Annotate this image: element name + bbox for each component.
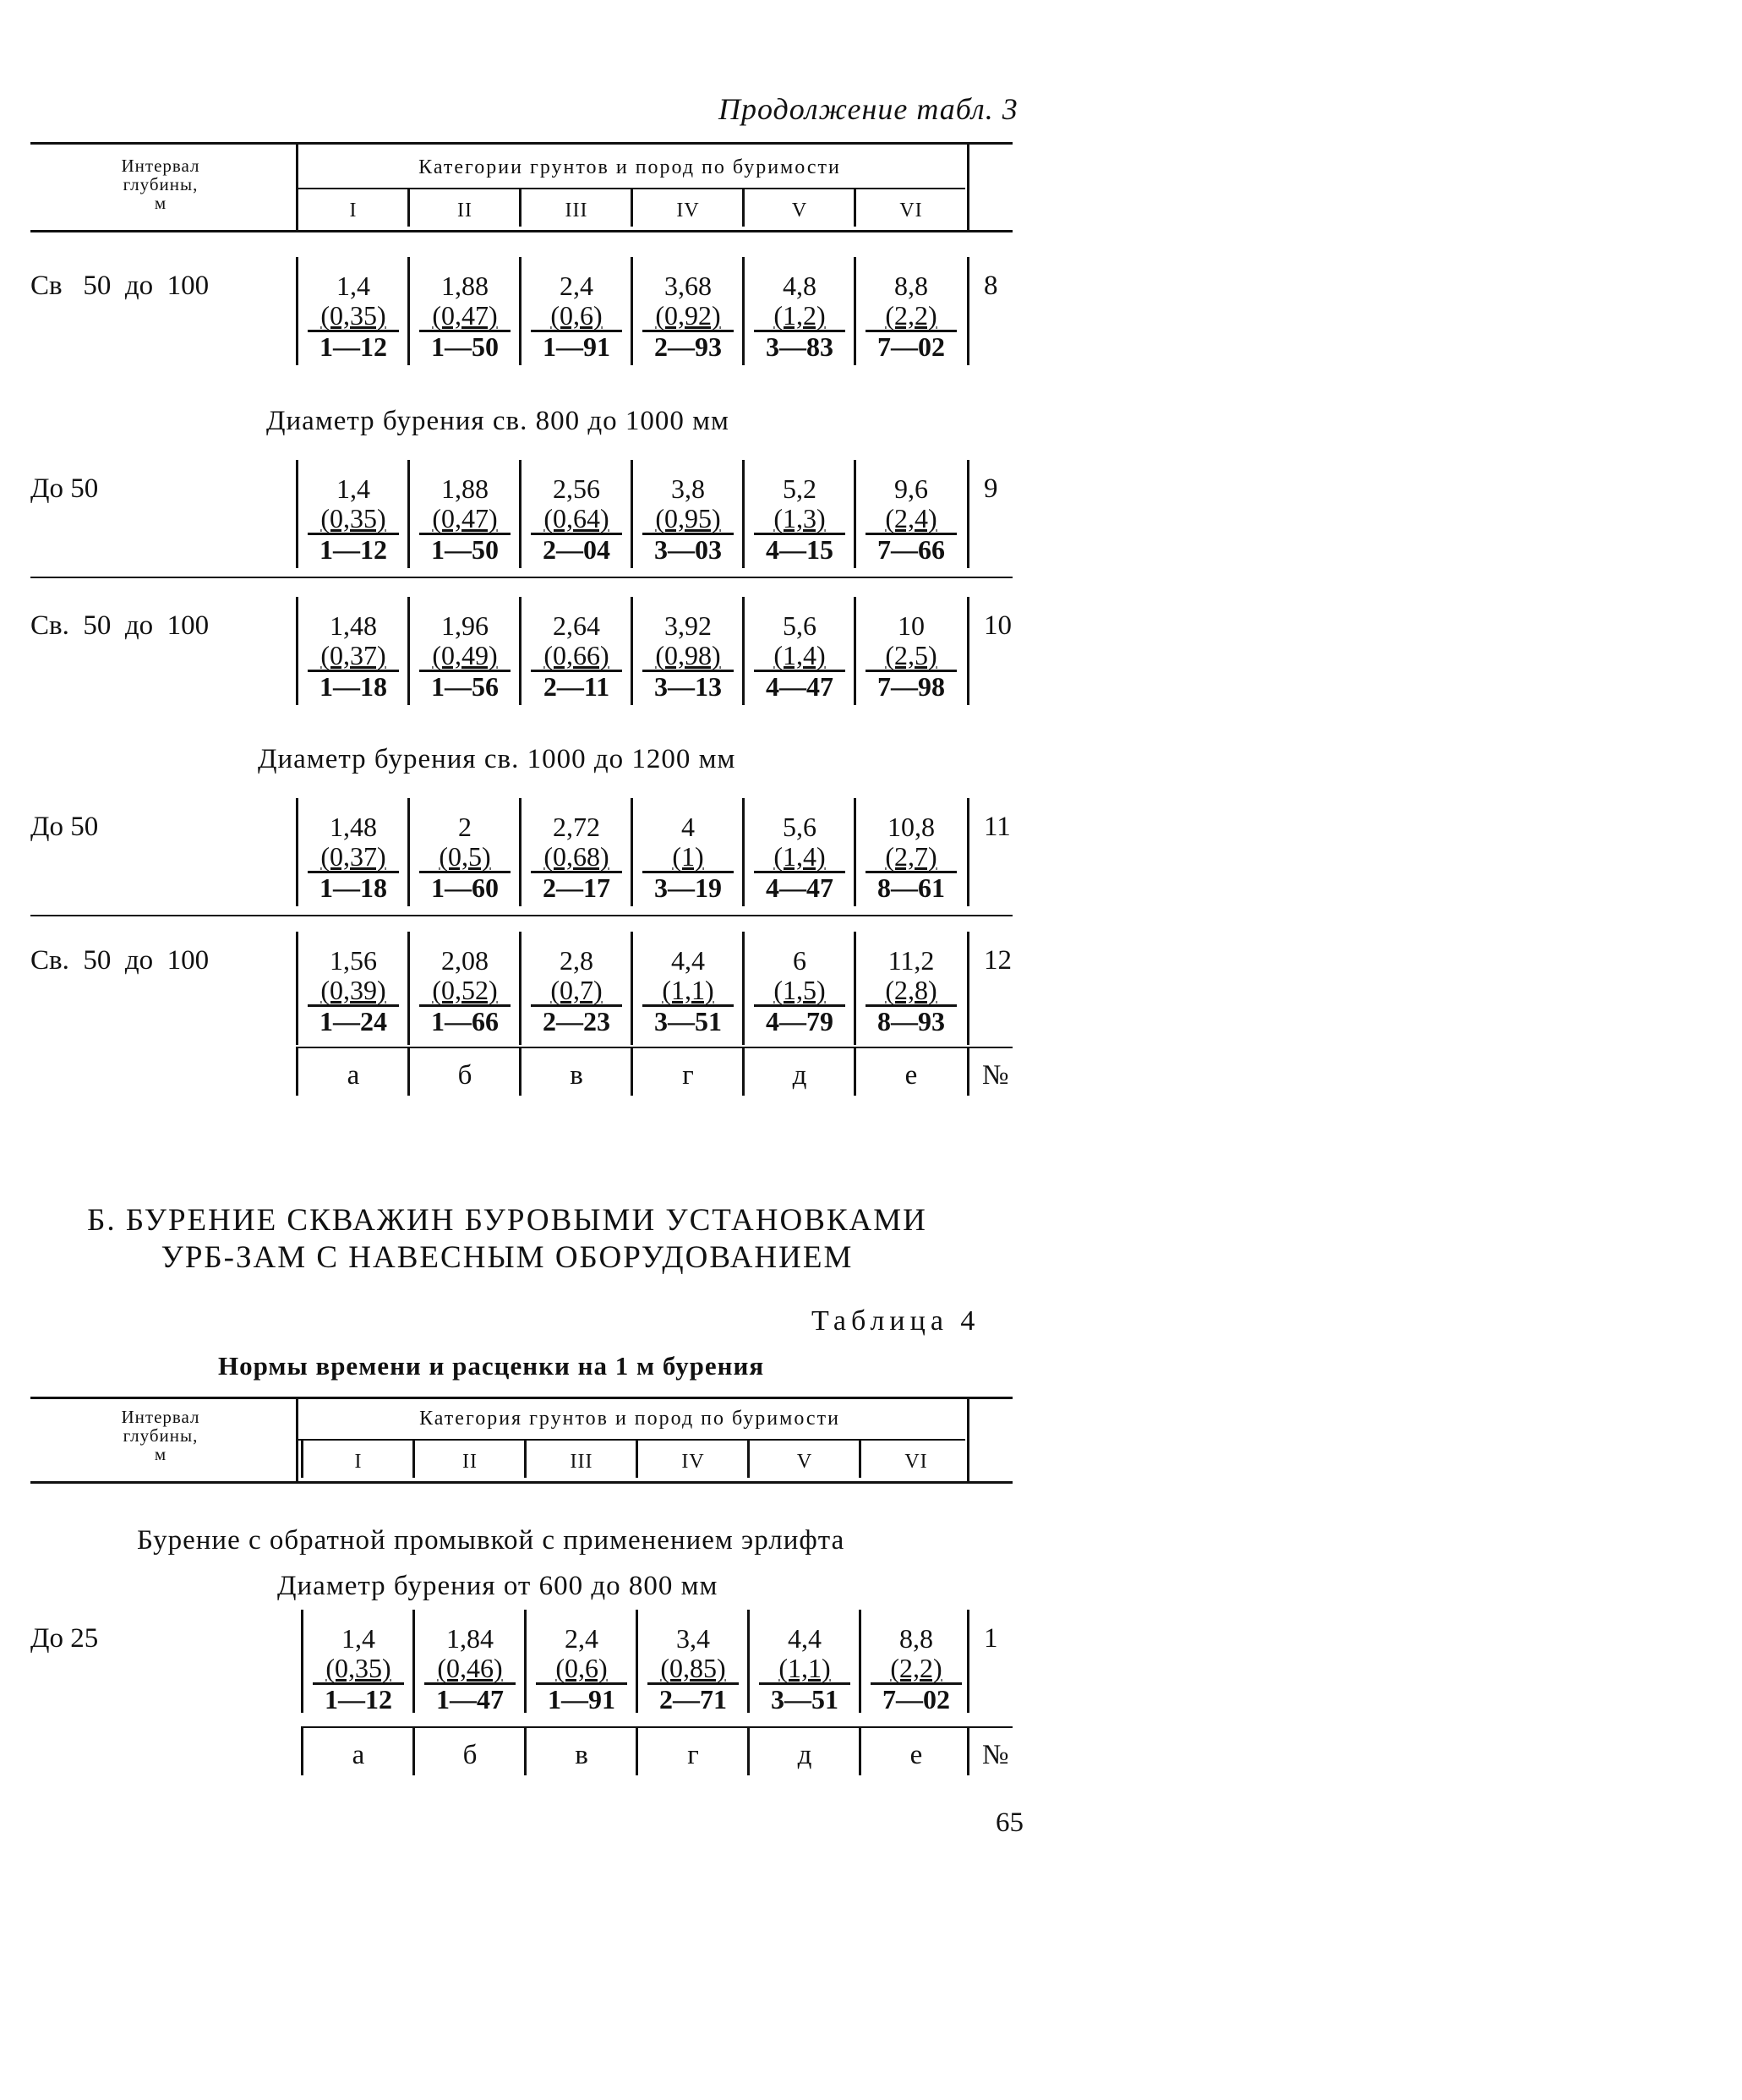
rate-value: (1,2) <box>773 300 826 331</box>
table-top-rule <box>30 142 1013 145</box>
column-rule <box>631 597 633 705</box>
rate-value: (0,95) <box>655 503 721 533</box>
norm-value: 3,92 <box>664 610 712 641</box>
rate-value: (0,46) <box>437 1653 503 1683</box>
rate-value: (0,85) <box>660 1653 726 1683</box>
norm-cell <box>749 610 850 701</box>
norm-cell <box>637 945 739 1036</box>
rate-value: (0,35) <box>320 503 386 533</box>
price-value: 1—18 <box>308 871 399 902</box>
table4-diameter-subtitle: Диаметр бурения от 600 до 800 мм <box>277 1571 718 1601</box>
price-value: 3—03 <box>642 533 734 564</box>
price-value: 1—12 <box>308 330 399 361</box>
rate-value: (2,4) <box>885 503 937 533</box>
column-rule <box>301 1441 303 1478</box>
norm-value: 2,4 <box>565 1623 598 1654</box>
norm-value: 4,4 <box>788 1623 822 1654</box>
column-rule <box>747 1441 750 1478</box>
rate-value: (0,64) <box>543 503 609 533</box>
norm-value: 1,88 <box>441 473 489 504</box>
column-rule <box>854 798 856 906</box>
norm-value: 1,4 <box>341 1623 375 1654</box>
column-rule <box>296 144 298 232</box>
column-rule <box>519 597 522 705</box>
row-depth-label: Св. 50 до 100 <box>30 610 210 641</box>
price-value: 1—12 <box>308 533 399 564</box>
column-rule <box>519 932 522 1045</box>
column-letter-5: д <box>792 1060 807 1091</box>
price-value: 3—13 <box>642 670 734 701</box>
table4-title: Нормы времени и расценки на 1 м бурения <box>218 1351 765 1381</box>
column-letter-6: е <box>904 1060 918 1091</box>
column-rule <box>747 1610 750 1713</box>
section-b-title-line2: УРБ-ЗАМ С НАВЕСНЫМ ОБОРУДОВАНИЕМ <box>161 1240 854 1275</box>
rate-value: (1,1) <box>778 1653 831 1683</box>
diameter-subtitle-800-1000: Диаметр бурения св. 800 до 1000 мм <box>266 406 729 436</box>
interval-header-line1: Интервал <box>121 156 200 176</box>
row-depth-label: До 50 <box>30 812 99 842</box>
column-letter-6: е <box>909 1740 923 1770</box>
norm-value: 2 <box>458 812 472 842</box>
norm-cell <box>860 812 962 902</box>
column-rule <box>854 460 856 568</box>
column-rule <box>407 798 410 906</box>
price-value: 8—93 <box>866 1004 957 1036</box>
column-rule <box>407 460 410 568</box>
column-rule <box>854 189 856 227</box>
norm-cell <box>303 812 404 902</box>
column-rule <box>742 189 745 227</box>
price-value: 8—61 <box>866 871 957 902</box>
diameter-subtitle-1000-1200: Диаметр бурения св. 1000 до 1200 мм <box>258 744 736 774</box>
norm-value: 3,4 <box>676 1623 710 1654</box>
norm-value: 1,48 <box>330 610 377 641</box>
column-letter-3: в <box>575 1740 588 1770</box>
column-rule <box>296 257 298 365</box>
column-rule <box>742 460 745 568</box>
category-header-5: V <box>791 200 808 221</box>
column-rule <box>636 1441 638 1478</box>
column-rule <box>967 932 969 1045</box>
column-rule <box>519 1047 522 1096</box>
column-rule <box>296 932 298 1045</box>
column-rule <box>296 1047 298 1096</box>
column-rule <box>636 1610 638 1713</box>
column-rule <box>631 798 633 906</box>
norm-cell <box>749 271 850 361</box>
row-depth-label: До 25 <box>30 1623 99 1654</box>
norm-value: 1,4 <box>336 473 370 504</box>
norm-value: 2,72 <box>553 812 600 842</box>
column-rule <box>407 257 410 365</box>
norm-value: 4,4 <box>671 945 705 976</box>
norm-value: 3,8 <box>671 473 705 504</box>
row-number-header: № <box>982 1060 1009 1091</box>
price-value: 3—51 <box>642 1004 734 1036</box>
table4-header-sub-rule <box>298 1439 965 1441</box>
row-number: 1 <box>984 1623 998 1654</box>
norm-value: 2,08 <box>441 945 489 976</box>
price-value: 1—91 <box>536 1682 627 1714</box>
norm-value: 1,4 <box>336 271 370 301</box>
interval-header-line3: м <box>154 193 167 213</box>
column-rule <box>859 1726 861 1775</box>
norm-value: 1,48 <box>330 812 377 842</box>
rate-value: (0,98) <box>655 640 721 670</box>
table-continuation-label: Продолжение табл. 3 <box>718 92 1018 126</box>
rate-value: (0,7) <box>550 975 603 1005</box>
price-value: 3—19 <box>642 871 734 902</box>
price-value: 1—47 <box>424 1682 516 1714</box>
rate-value: (2,8) <box>885 975 937 1005</box>
price-value: 2—04 <box>531 533 622 564</box>
column-rule <box>631 932 633 1045</box>
column-rule <box>301 1726 303 1775</box>
norm-cell <box>419 1623 521 1714</box>
rate-value: (0,49) <box>432 640 498 670</box>
norm-value: 2,56 <box>553 473 600 504</box>
category-header-6: VI <box>899 200 923 221</box>
rate-value: (2,5) <box>885 640 937 670</box>
norm-value: 10,8 <box>887 812 935 842</box>
rate-value: (1,4) <box>773 841 826 872</box>
price-value: 3—51 <box>759 1682 850 1714</box>
norm-cell <box>637 271 739 361</box>
category-header-1: I <box>349 200 358 221</box>
price-value: 4—47 <box>754 871 845 902</box>
categories-header: Категории грунтов и пород по буримости <box>418 156 841 178</box>
column-rule <box>407 932 410 1045</box>
rate-value: (2,7) <box>885 841 937 872</box>
price-value: 1—12 <box>313 1682 404 1714</box>
category-header-6: VI <box>904 1451 928 1473</box>
column-rule <box>631 257 633 365</box>
column-rule <box>407 189 410 227</box>
norm-cell <box>531 1623 632 1714</box>
column-rule <box>967 257 969 365</box>
norm-value: 2,4 <box>560 271 593 301</box>
column-rule <box>742 932 745 1045</box>
column-rule <box>412 1726 415 1775</box>
norm-cell <box>860 945 962 1036</box>
norm-value: 2,64 <box>553 610 600 641</box>
price-value: 2—11 <box>531 670 622 701</box>
column-rule <box>742 257 745 365</box>
norm-cell <box>860 473 962 564</box>
footer-top-rule <box>298 1047 1013 1048</box>
norm-cell <box>526 945 627 1036</box>
column-rule <box>631 189 633 227</box>
column-rule <box>524 1726 527 1775</box>
price-value: 1—18 <box>308 670 399 701</box>
norm-value: 1,56 <box>330 945 377 976</box>
norm-cell <box>642 1623 744 1714</box>
norm-cell <box>866 1623 967 1714</box>
price-value: 3—83 <box>754 330 845 361</box>
category-header-1: I <box>354 1451 363 1473</box>
column-letter-2: б <box>457 1060 472 1091</box>
rate-value: (0,66) <box>543 640 609 670</box>
table4-method-subtitle: Бурение с обратной промывкой с применением эрлифта <box>137 1525 845 1556</box>
norm-cell <box>526 610 627 701</box>
category-header-3: III <box>570 1451 593 1473</box>
row-number: 9 <box>984 473 998 504</box>
category-header-5: V <box>796 1451 813 1473</box>
rate-value: (0,37) <box>320 640 386 670</box>
price-value: 1—56 <box>419 670 511 701</box>
row-separator <box>30 577 1013 578</box>
column-rule <box>742 597 745 705</box>
column-rule <box>967 460 969 568</box>
norm-value: 1,84 <box>446 1623 494 1654</box>
column-rule <box>519 257 522 365</box>
column-rule <box>407 1047 410 1096</box>
column-rule <box>524 1441 527 1478</box>
price-value: 2—17 <box>531 871 622 902</box>
row-number: 8 <box>984 271 998 301</box>
column-rule <box>967 1398 969 1483</box>
norm-cell <box>860 610 962 701</box>
norm-value: 11,2 <box>887 945 935 976</box>
row-number: 11 <box>984 812 1011 842</box>
price-value: 4—15 <box>754 533 845 564</box>
column-letter-3: в <box>570 1060 583 1091</box>
norm-cell <box>637 473 739 564</box>
column-rule <box>519 460 522 568</box>
norm-value: 8,8 <box>899 1623 933 1654</box>
table4-interval-line3: м <box>154 1444 167 1464</box>
rate-value: (0,37) <box>320 841 386 872</box>
page-number: 65 <box>996 1807 1024 1838</box>
price-value: 1—66 <box>419 1004 511 1036</box>
norm-cell <box>414 945 516 1036</box>
table4-categories-header: Категория грунтов и пород по буримости <box>419 1408 840 1430</box>
column-rule <box>967 1047 969 1096</box>
norm-cell <box>303 473 404 564</box>
column-rule <box>296 1398 298 1483</box>
price-value: 7—02 <box>871 1682 962 1714</box>
norm-value: 1,96 <box>441 610 489 641</box>
column-rule <box>519 798 522 906</box>
norm-value: 5,2 <box>783 473 816 504</box>
price-value: 1—60 <box>419 871 511 902</box>
rate-value: (0,47) <box>432 300 498 331</box>
rate-value: (1) <box>672 841 704 872</box>
column-rule <box>967 597 969 705</box>
table4-interval-line1: Интервал <box>121 1407 200 1427</box>
rate-value: (0,6) <box>550 300 603 331</box>
norm-cell <box>526 812 627 902</box>
rate-value: (0,39) <box>320 975 386 1005</box>
column-rule <box>407 597 410 705</box>
price-value: 7—66 <box>866 533 957 564</box>
norm-value: 5,6 <box>783 610 816 641</box>
norm-cell <box>414 271 516 361</box>
price-value: 4—79 <box>754 1004 845 1036</box>
norm-cell <box>526 473 627 564</box>
column-letter-4: г <box>682 1060 694 1091</box>
rate-value: (1,3) <box>773 503 826 533</box>
norm-cell <box>754 1623 855 1714</box>
norm-cell <box>303 945 404 1036</box>
column-rule <box>967 798 969 906</box>
column-rule <box>854 597 856 705</box>
norm-cell <box>749 812 850 902</box>
norm-value: 3,68 <box>664 271 712 301</box>
price-value: 2—93 <box>642 330 734 361</box>
column-rule <box>519 189 522 227</box>
table4-top-rule <box>30 1397 1013 1399</box>
rate-value: (0,52) <box>432 975 498 1005</box>
price-value: 7—02 <box>866 330 957 361</box>
row-separator <box>30 915 1013 916</box>
norm-cell <box>526 271 627 361</box>
norm-value: 4 <box>681 812 695 842</box>
table4-label: Таблица 4 <box>811 1305 980 1337</box>
column-rule <box>524 1610 527 1713</box>
column-rule <box>859 1610 861 1713</box>
rate-value: (0,47) <box>432 503 498 533</box>
norm-cell <box>637 812 739 902</box>
column-rule <box>967 1726 969 1775</box>
norm-cell <box>303 271 404 361</box>
rate-value: (0,35) <box>320 300 386 331</box>
norm-cell <box>414 812 516 902</box>
norm-cell <box>749 473 850 564</box>
column-rule <box>631 1047 633 1096</box>
price-value: 7—98 <box>866 670 957 701</box>
norm-cell <box>637 610 739 701</box>
norm-cell <box>303 610 404 701</box>
norm-cell <box>414 473 516 564</box>
rate-value: (0,35) <box>325 1653 391 1683</box>
norm-value: 1,88 <box>441 271 489 301</box>
price-value: 2—71 <box>647 1682 739 1714</box>
norm-cell <box>860 271 962 361</box>
column-rule <box>636 1726 638 1775</box>
norm-value: 8,8 <box>894 271 928 301</box>
rate-value: (1,4) <box>773 640 826 670</box>
column-rule <box>301 1610 303 1713</box>
price-value: 2—23 <box>531 1004 622 1036</box>
column-rule <box>854 1047 856 1096</box>
table4-header-bottom-rule <box>30 1481 1013 1484</box>
price-value: 1—50 <box>419 330 511 361</box>
column-rule <box>412 1610 415 1713</box>
rate-value: (0,5) <box>439 841 491 872</box>
price-value: 1—91 <box>531 330 622 361</box>
rate-value: (0,92) <box>655 300 721 331</box>
column-rule <box>854 932 856 1045</box>
interval-header-line2: глубины, <box>123 174 199 194</box>
category-header-3: III <box>565 200 588 221</box>
norm-value: 10 <box>898 610 925 641</box>
row-depth-label: Св. 50 до 100 <box>30 945 210 976</box>
category-header-4: IV <box>676 200 700 221</box>
price-value: 1—50 <box>419 533 511 564</box>
column-rule <box>967 144 969 232</box>
row-number-header: № <box>982 1740 1009 1770</box>
column-letter-4: г <box>687 1740 699 1770</box>
column-rule <box>967 1610 969 1713</box>
norm-value: 9,6 <box>894 473 928 504</box>
price-value: 1—24 <box>308 1004 399 1036</box>
category-header-2: II <box>457 200 472 221</box>
row-number: 12 <box>984 945 1012 976</box>
category-header-4: IV <box>681 1451 705 1473</box>
column-rule <box>631 460 633 568</box>
column-rule <box>296 460 298 568</box>
price-value: 4—47 <box>754 670 845 701</box>
norm-value: 2,8 <box>560 945 593 976</box>
norm-cell <box>749 945 850 1036</box>
rate-value: (2,2) <box>885 300 937 331</box>
norm-value: 4,8 <box>783 271 816 301</box>
norm-value: 5,6 <box>783 812 816 842</box>
rate-value: (0,68) <box>543 841 609 872</box>
rate-value: (0,6) <box>555 1653 608 1683</box>
column-rule <box>859 1441 861 1478</box>
table4-footer-top-rule <box>303 1726 1013 1728</box>
column-rule <box>854 257 856 365</box>
column-rule <box>412 1441 415 1478</box>
column-rule <box>296 798 298 906</box>
header-bottom-rule <box>30 230 1013 232</box>
row-depth-label: До 50 <box>30 473 99 504</box>
norm-value: 6 <box>793 945 806 976</box>
column-rule <box>296 597 298 705</box>
row-depth-label: Св 50 до 100 <box>30 271 210 301</box>
column-rule <box>747 1726 750 1775</box>
column-letter-1: а <box>347 1060 360 1091</box>
rate-value: (1,1) <box>662 975 714 1005</box>
rate-value: (2,2) <box>890 1653 942 1683</box>
norm-cell <box>308 1623 409 1714</box>
category-header-2: II <box>462 1451 478 1473</box>
column-letter-1: а <box>352 1740 365 1770</box>
column-letter-5: д <box>797 1740 812 1770</box>
section-b-title-line1: Б. БУРЕНИЕ СКВАЖИН БУРОВЫМИ УСТАНОВКАМИ <box>87 1203 927 1238</box>
column-rule <box>742 798 745 906</box>
norm-cell <box>414 610 516 701</box>
rate-value: (1,5) <box>773 975 826 1005</box>
row-number: 10 <box>984 610 1012 641</box>
table4-interval-line2: глубины, <box>123 1425 199 1446</box>
column-letter-2: б <box>462 1740 478 1770</box>
column-rule <box>742 1047 745 1096</box>
